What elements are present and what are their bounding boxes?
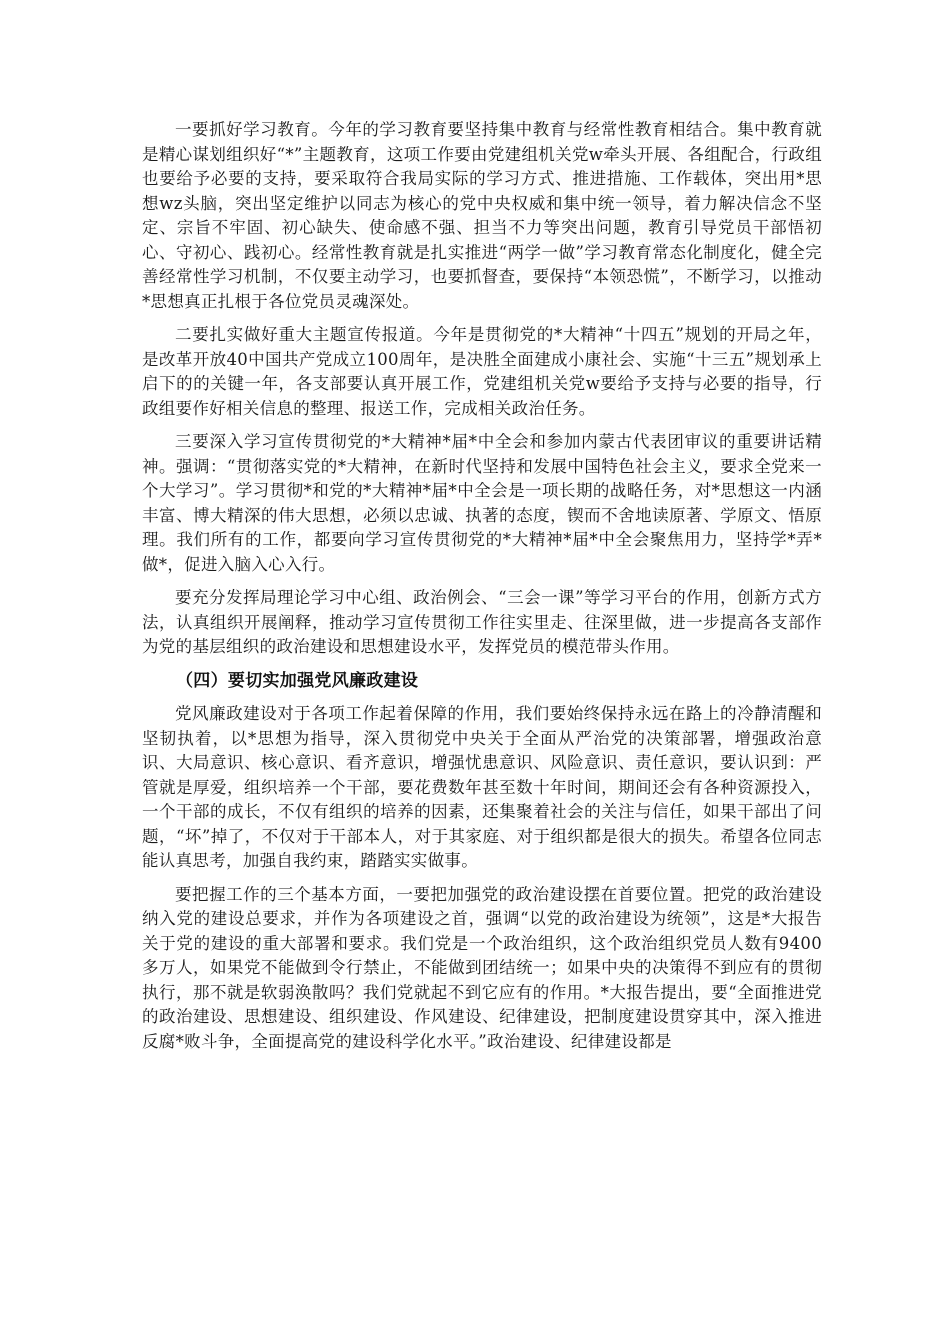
paragraph-political-building: 要把握工作的三个基本方面，一要把加强党的政治建设摆在首要位置。把党的政治建设纳入党的建设总要求，并作为各项建设之首，强调“以党的政治建设为统领”，这是*大报告关于党的建设的重大部署和要求。我们党是一个政治组织，这个政治组织党员人数有9400多万人，如果党不能做到令行禁止，不能做到团结统一；如果中央的决策得不到应有的贯彻执行，那不就是软弱涣散吗？我们党就起不到它应有的作用。*大报告提出，要“全面推进党的政治建设、思想建设、组织建设、作风建设、纪律建设，把制度建设贯穿其中，深入推进反腐*败斗争，全面提高党的建设科学化水平。”政治建设、纪律建设都是	[142, 884, 822, 1051]
paragraph-integrity-building: 党风廉政建设对于各项工作起着保障的作用，我们要始终保持永远在路上的冷静清醒和坚韧执着，以*思想为指导，深入贯彻党中央关于全面从严治党的决策部署，增强政治意识、大局意识、核心意识、看齐意识，增强忧患意识、风险意识、责任意识，要认识到：严管就是厚爱，组织培养一个干部，要花费数年甚至数十年时间，期间还会有各种资源投入，一个干部的成长，不仅有组织的培养的因素，还集聚着社会的关注与信任，如果干部出了问题，“坏”掉了，不仅对于干部本人，对于其家庭、对于组织都是很大的损失。希望各位同志能认真思考，加强自我约束，踏踏实实做事。	[142, 704, 822, 870]
section-heading-integrity: （四）要切实加强党风廉政建设	[176, 670, 419, 691]
paragraph-spirit-implementation: 三要深入学习宣传贯彻党的*大精神*届*中全会和参加内蒙古代表团审议的重要讲话精神。强调：“贯彻落实党的*大精神，在新时代坚持和发展中国特色社会主义，要求全党来一个大学习”。学习贯彻*和党的*大精神*届*中全会是一项长期的战略任务，对*思想这一内涵丰富、博大精深的伟大思想，必须以忠诚、执著的态度，锲而不舍地读原著、学原文、悟原理。我们所有的工作，都要向学习宣传贯彻党的*大精神*届*中全会聚焦用力，坚持学*弄*做*，促进入脑入心入行。	[142, 432, 822, 574]
paragraph-study-education: 一要抓好学习教育。今年的学习教育要坚持集中教育与经常性教育相结合。集中教育就是精心谋划组织好“*”主题教育，这项工作要由党建组机关党w牵头开展、各组配合，行政组也要给予必要的支持，要采取符合我局实际的学习方式、推进措施、工作载体，突出用*思想wz头脑，突出坚定维护以同志为核心的党中央权威和集中统一领导，着力解决信念不坚定、宗旨不牢固、初心缺失、使命感不强、担当不力等突出问题，教育引导党员干部悟初心、守初心、践初心。经常性教育就是扎实推进“两学一做”学习教育常态化制度化，健全完善经常性学习机制，不仅要主动学习，也要抓督查，要保持“本领恐慌”，不断学习，以推动*思想真正扎根于各位党员灵魂深处。	[142, 120, 822, 311]
paragraph-learning-platforms: 要充分发挥局理论学习中心组、政治例会、“三会一课”等学习平台的作用，创新方式方法，认真组织开展阐释，推动学习宣传贯彻工作往实里走、往深里做，进一步提高各支部作为党的基层组织的政治建设和思想建设水平，发挥党员的模范带头作用。	[142, 588, 822, 656]
paragraph-publicity-reporting: 二要扎实做好重大主题宣传报道。今年是贯彻党的*大精神“十四五”规划的开局之年，是改革开放40中国共产党成立100周年，是决胜全面建成小康社会、实施“十三五”规划承上启下的的关键一年，各支部要认真开展工作，党建组机关党w要给予支持与必要的指导，行政组要作好相关信息的整理、报送工作，完成相关政治任务。	[142, 325, 822, 418]
document-body	[142, 118, 822, 1063]
